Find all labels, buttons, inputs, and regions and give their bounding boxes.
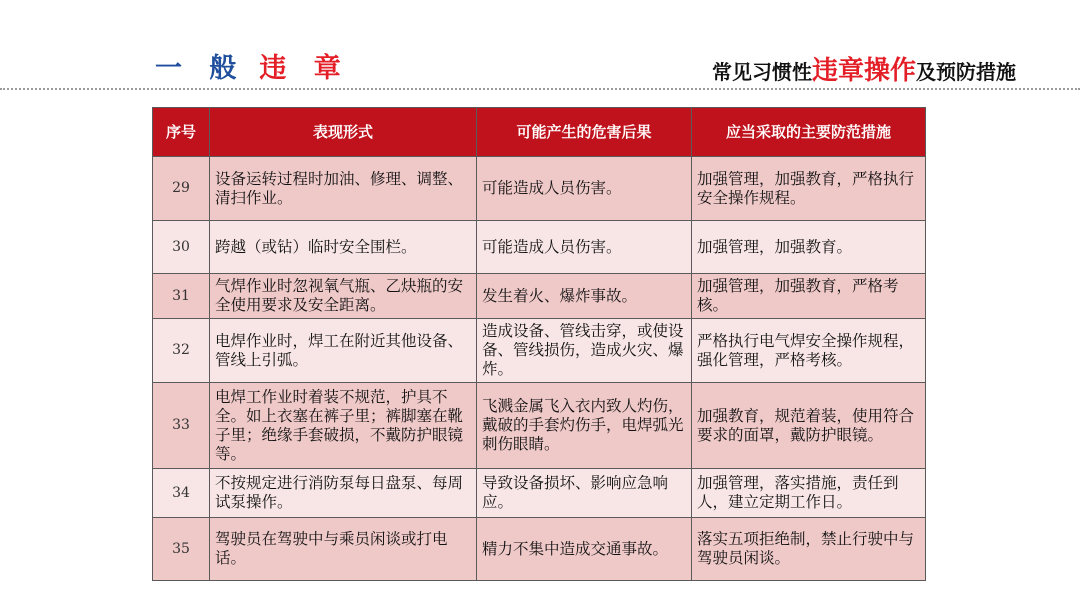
cell-no: 30 bbox=[153, 221, 210, 274]
column-header-measure: 应当采取的主要防范措施 bbox=[692, 108, 926, 157]
cell-measure: 严格执行电气焊安全操作规程，强化管理，严格考核。 bbox=[692, 319, 926, 383]
page-title bbox=[712, 50, 1016, 87]
page-title-highlight: 违章操作 bbox=[811, 56, 916, 86]
cell-measure: 落实五项拒绝制，禁止行驶中与驾驶员闲谈。 bbox=[692, 518, 926, 581]
cell-consequence: 飞溅金属飞入衣内致人灼伤，戴破的手套灼伤手，电焊弧光刺伤眼睛。 bbox=[477, 383, 692, 469]
cell-form: 设备运转过程时加油、修理、调整、清扫作业。 bbox=[210, 157, 477, 221]
cell-consequence: 造成设备、管线击穿，或使设备、管线损伤，造成火灾、爆炸。 bbox=[477, 319, 692, 383]
violations-table bbox=[152, 107, 926, 581]
cell-form: 跨越（或钻）临时安全围栏。 bbox=[210, 221, 477, 274]
cell-form: 驾驶员在驾驶中与乘员闲谈或打电话。 bbox=[210, 518, 477, 581]
table-header-row bbox=[153, 108, 926, 157]
cell-measure: 加强管理，加强教育，严格考核。 bbox=[692, 274, 926, 319]
cell-consequence: 发生着火、爆炸事故。 bbox=[477, 274, 692, 319]
cell-measure: 加强管理，加强教育。 bbox=[692, 221, 926, 274]
table-row bbox=[153, 319, 926, 383]
cell-consequence: 精力不集中造成交通事故。 bbox=[477, 518, 692, 581]
cell-no: 33 bbox=[153, 383, 210, 469]
cell-consequence: 可能造成人员伤害。 bbox=[477, 221, 692, 274]
table-row bbox=[153, 469, 926, 518]
table-row bbox=[153, 274, 926, 319]
cell-no: 29 bbox=[153, 157, 210, 221]
page-title-post: 及预防措施 bbox=[916, 60, 1016, 84]
dotted-divider bbox=[0, 88, 1080, 90]
cell-no: 35 bbox=[153, 518, 210, 581]
table-row bbox=[153, 157, 926, 221]
cell-no: 32 bbox=[153, 319, 210, 383]
cell-no: 34 bbox=[153, 469, 210, 518]
column-header-form: 表现形式 bbox=[210, 108, 477, 157]
table-row bbox=[153, 383, 926, 469]
cell-form: 气焊作业时忽视氧气瓶、乙炔瓶的安全使用要求及安全距离。 bbox=[210, 274, 477, 319]
column-header-consequence: 可能产生的危害后果 bbox=[477, 108, 692, 157]
cell-measure: 加强教育，规范着装，使用符合要求的面罩，戴防护眼镜。 bbox=[692, 383, 926, 469]
cell-consequence: 可能造成人员伤害。 bbox=[477, 157, 692, 221]
cell-measure: 加强管理，落实措施，责任到人，建立定期工作日。 bbox=[692, 469, 926, 518]
cell-form: 电焊工作业时着装不规范，护具不全。如上衣塞在裤子里；裤脚塞在靴子里；绝缘手套破损，不戴防护眼镜等。 bbox=[210, 383, 477, 469]
table-row bbox=[153, 518, 926, 581]
section-title-part2: 违 章 bbox=[259, 53, 350, 84]
cell-measure: 加强管理，加强教育，严格执行安全操作规程。 bbox=[692, 157, 926, 221]
cell-consequence: 导致设备损坏、影响应急响应。 bbox=[477, 469, 692, 518]
cell-form: 不按规定进行消防泵每日盘泵、每周试泵操作。 bbox=[210, 469, 477, 518]
section-title bbox=[155, 46, 350, 85]
cell-no: 31 bbox=[153, 274, 210, 319]
table-row bbox=[153, 221, 926, 274]
section-title-part1: 一 般 bbox=[155, 53, 246, 84]
cell-form: 电焊作业时，焊工在附近其他设备、管线上引弧。 bbox=[210, 319, 477, 383]
column-header-no: 序号 bbox=[153, 108, 210, 157]
page-title-pre: 常见习惯性 bbox=[711, 60, 812, 84]
